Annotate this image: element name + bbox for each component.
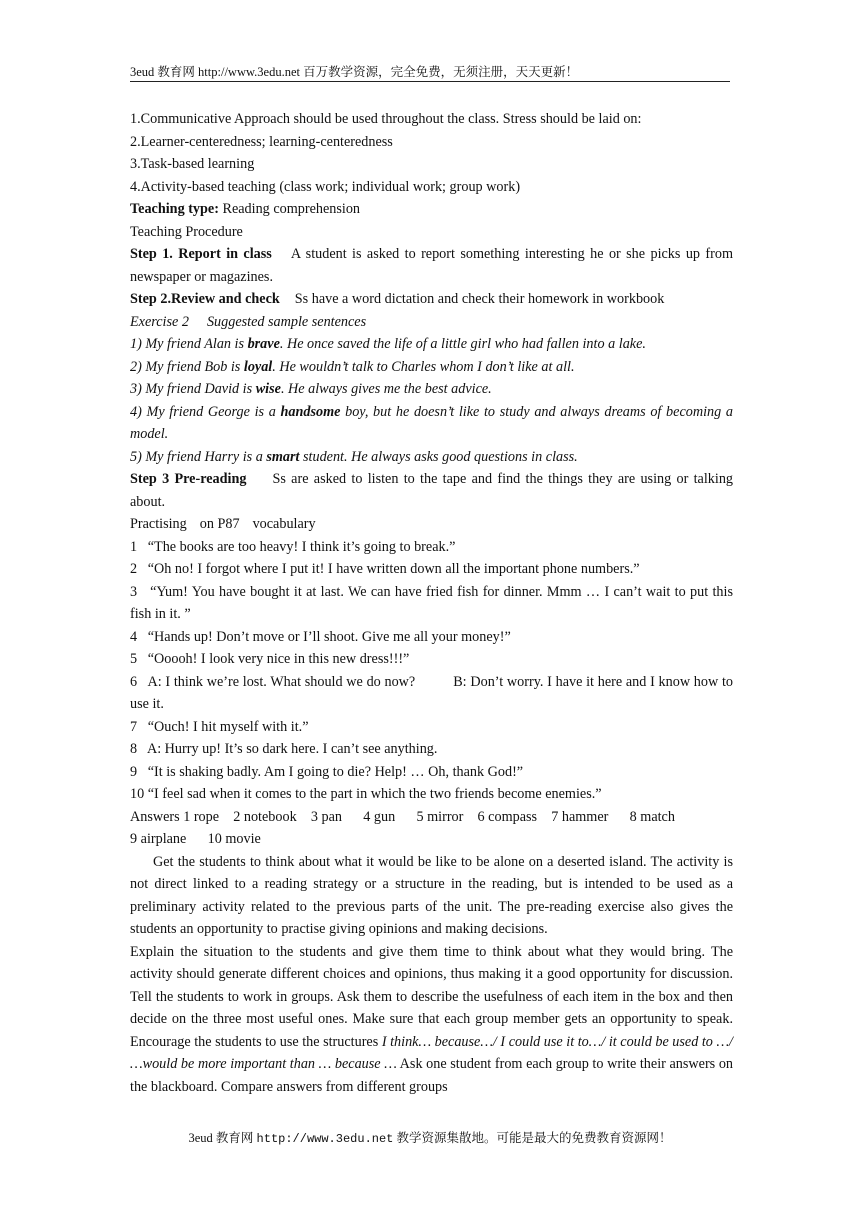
sample-sentence-2 bbox=[130, 356, 733, 379]
paragraph-2-text-end: Ask one student from each group to write their answers on the blackboard. Compare answers from different groups bbox=[130, 1056, 734, 1095]
question-2: 2 “Oh no! I forgot where I put it! I have written down all the important phone numbers.” bbox=[130, 561, 640, 577]
sample-sentence-1 bbox=[130, 333, 733, 356]
exercise-label: Exercise 2 bbox=[130, 313, 189, 330]
question-3: 3 “Yum! You have bought it at last. We can have fried fish for dinner. Mmm … I can’t wait to put this fish in it. ” bbox=[130, 583, 737, 622]
practising-page: on P87 bbox=[199, 516, 240, 532]
practising-vocab: vocabulary bbox=[252, 516, 316, 532]
answers-line-2: 9 airplane 10 movie bbox=[130, 831, 261, 847]
teaching-type-value: Reading comprehension bbox=[218, 201, 361, 217]
footer-slogan: 教学资源集散地。可能是最大的免费教育资源网！ bbox=[393, 1131, 672, 1145]
footer-url: http://www.3edu.net bbox=[256, 1132, 394, 1146]
paragraph-2 bbox=[130, 941, 733, 1099]
sentence-text: 2) My friend Bob is bbox=[130, 358, 244, 375]
question-9: 9 “It is shaking badly. Am I going to die? Help! … Oh, thank God!” bbox=[130, 763, 524, 780]
sentence-text: . He once saved the life of a little girl who had fallen into a lake. bbox=[279, 336, 646, 352]
question-10: 10 “I feel sad when it comes to the part in which the two friends become enemies.” bbox=[130, 786, 602, 802]
paragraph-2-text: Explain the situation to the students and give them time to think about what they would bring. The activity should generate different choices and opinions, thus making it a good opportunity for discussion. Tell the students to work in groups. Ask them to describe the usefulness of each item in the box and then decide on the three most useful ones. Make sure that each group member gets an opportunity to speak. Encourage the students to use the structures bbox=[130, 943, 733, 1050]
sample-sentence-4 bbox=[130, 401, 733, 446]
approach-line-1: 1.Communicative Approach should be used throughout the class. Stress should be laid on: bbox=[130, 111, 642, 127]
question-8: 8 A: Hurry up! It’s so dark here. I can’t see anything. bbox=[130, 741, 438, 757]
step-2 bbox=[130, 288, 733, 311]
keyword-loyal: loyal bbox=[243, 358, 273, 375]
question-5: 5 “Ooooh! I look very nice in this new dress!!!” bbox=[130, 651, 410, 667]
teaching-type-label: Teaching type: bbox=[130, 201, 219, 217]
document-body bbox=[130, 108, 737, 1098]
sentence-text: boy, but he doesn’t like to study and always dreams of becoming a model. bbox=[130, 403, 733, 442]
answers-line-1: Answers 1 rope 2 notebook 3 pan 4 gun 5 mirror 6 compass 7 hammer 8 match bbox=[130, 808, 675, 825]
step-1-label: Step 1. Report in class bbox=[130, 246, 272, 262]
step-3-label: Step 3 Pre-reading bbox=[130, 471, 247, 487]
keyword-brave: brave bbox=[247, 336, 280, 352]
step-2-label: Step 2.Review and check bbox=[130, 291, 280, 307]
question-6 bbox=[130, 671, 737, 716]
approach-line-4: 4.Activity-based teaching (class work; individual work; group work) bbox=[130, 178, 521, 195]
exercise-title: Suggested sample sentences bbox=[206, 313, 367, 330]
step-1-text: A student is asked to report something interesting he or she picks up from newspaper or magazines. bbox=[130, 246, 733, 285]
sentence-text: 1) My friend Alan is bbox=[130, 336, 248, 352]
step-1 bbox=[130, 243, 733, 288]
question-4: 4 “Hands up! Don’t move or I’ll shoot. Give me all your money!” bbox=[130, 628, 511, 645]
keyword-wise: wise bbox=[255, 381, 281, 397]
step-2-text: Ss have a word dictation and check their homework in workbook bbox=[294, 291, 665, 307]
question-1: 1 “The books are too heavy! I think it’s going to break.” bbox=[130, 538, 456, 555]
teaching-type bbox=[130, 198, 733, 221]
sample-sentence-3 bbox=[130, 378, 733, 401]
approach-line-2: 2.Learner-centeredness; learning-centeredness bbox=[130, 133, 393, 150]
question-6-a: 6 A: I think we’re lost. What should we do now? bbox=[130, 673, 416, 690]
question-6-b: B: Don’t worry. I have it here and I know how to use it. bbox=[130, 673, 737, 712]
paragraph-1: Get the students to think about what it would be like to be alone on a deserted island. The activity is not direct linked to a reading strategy or a structure in the reading, but is intended to be used as a preliminary activity related to the previous parts of the unit. The pre-reading exercise also gives the students an opportunity to practise giving opinions and making decisions. bbox=[130, 853, 733, 937]
header-text: 3eud 教育网 http://www.3edu.net 百万教学资源，完全免费，无须注册，天天更新！ bbox=[130, 65, 579, 79]
practising-label: Practising bbox=[130, 516, 187, 532]
approach-line-3: 3.Task-based learning bbox=[130, 156, 255, 172]
exercise-heading bbox=[130, 311, 733, 334]
teaching-procedure-heading: Teaching Procedure bbox=[130, 223, 243, 240]
practising-line bbox=[130, 513, 733, 536]
keyword-smart: smart bbox=[266, 448, 300, 465]
question-7: 7 “Ouch! I hit myself with it.” bbox=[130, 718, 309, 735]
keyword-handsome: handsome bbox=[280, 403, 341, 420]
sentence-text: 3) My friend David is bbox=[130, 381, 256, 397]
step-3 bbox=[130, 468, 733, 513]
page-header bbox=[130, 62, 730, 80]
page-footer bbox=[0, 1128, 860, 1146]
sentence-text: 4) My friend George is a bbox=[130, 403, 281, 420]
step-3-text: Ss are asked to listen to the tape and find the things they are using or talking about. bbox=[130, 471, 734, 510]
sentence-text: 5) My friend Harry is a bbox=[130, 448, 267, 465]
footer-site: 3eud 教育网 bbox=[188, 1131, 257, 1145]
sentence-text: . He always gives me the best advice. bbox=[280, 381, 492, 397]
header-divider bbox=[130, 81, 730, 82]
paragraph-2-structures: I think… because…/ I could use it to…/ it could be used to …/ …would be more important than … because … bbox=[130, 1033, 733, 1072]
sentence-text: . He wouldn’t talk to Charles whom I don’t like at all. bbox=[272, 358, 575, 375]
sample-sentence-5 bbox=[130, 446, 733, 469]
sentence-text: student. He always asks good questions in class. bbox=[299, 448, 578, 465]
